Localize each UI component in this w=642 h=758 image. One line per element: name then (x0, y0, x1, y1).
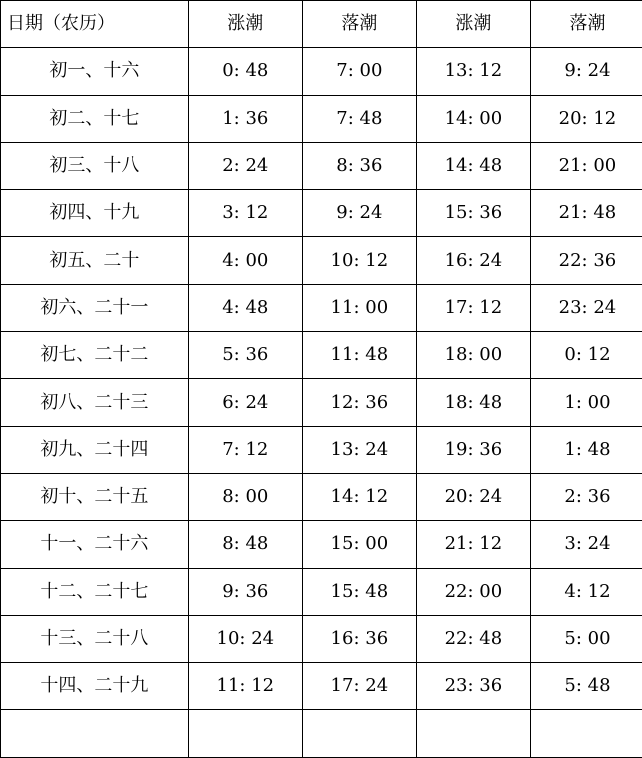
high-tide-2-cell: 18: 48 (416, 379, 530, 426)
date-cell: 初六、二十一 (1, 284, 189, 331)
date-cell: 初五、二十 (1, 237, 189, 284)
high-tide-2-cell: 16: 24 (416, 237, 530, 284)
low-tide-1-cell: 9: 24 (302, 190, 416, 237)
header-high-tide-2: 涨潮 (416, 1, 530, 48)
high-tide-2-cell: 23: 36 (416, 663, 530, 710)
date-cell (1, 710, 189, 757)
high-tide-1-cell: 7: 12 (188, 426, 302, 473)
high-tide-1-cell: 3: 12 (188, 190, 302, 237)
high-tide-2-cell: 18: 00 (416, 332, 530, 379)
table-row (1, 615, 642, 662)
table-row (1, 48, 642, 95)
high-tide-1-cell: 9: 36 (188, 568, 302, 615)
low-tide-1-cell: 13: 24 (302, 426, 416, 473)
high-tide-1-cell: 8: 48 (188, 521, 302, 568)
header-low-tide-1: 落潮 (302, 1, 416, 48)
low-tide-2-cell: 20: 12 (530, 95, 642, 142)
tide-table-body (1, 1, 642, 758)
high-tide-1-cell: 0: 48 (188, 48, 302, 95)
table-row (1, 237, 642, 284)
high-tide-2-cell: 19: 36 (416, 426, 530, 473)
low-tide-1-cell (302, 710, 416, 757)
low-tide-2-cell: 21: 00 (530, 142, 642, 189)
low-tide-2-cell: 0: 12 (530, 332, 642, 379)
high-tide-2-cell: 20: 24 (416, 473, 530, 520)
low-tide-2-cell: 22: 36 (530, 237, 642, 284)
low-tide-2-cell: 2: 36 (530, 473, 642, 520)
date-cell: 十一、二十六 (1, 521, 189, 568)
low-tide-2-cell: 5: 48 (530, 663, 642, 710)
low-tide-2-cell: 4: 12 (530, 568, 642, 615)
high-tide-2-cell: 15: 36 (416, 190, 530, 237)
low-tide-1-cell: 15: 48 (302, 568, 416, 615)
table-row (1, 332, 642, 379)
date-cell: 十三、二十八 (1, 615, 189, 662)
high-tide-2-cell: 17: 12 (416, 284, 530, 331)
high-tide-2-cell: 13: 12 (416, 48, 530, 95)
low-tide-1-cell: 14: 12 (302, 473, 416, 520)
date-cell: 十二、二十七 (1, 568, 189, 615)
low-tide-1-cell: 7: 48 (302, 95, 416, 142)
high-tide-1-cell: 4: 00 (188, 237, 302, 284)
table-row (1, 568, 642, 615)
high-tide-2-cell: 14: 48 (416, 142, 530, 189)
table-row (1, 379, 642, 426)
date-cell: 初二、十七 (1, 95, 189, 142)
low-tide-1-cell: 16: 36 (302, 615, 416, 662)
date-cell: 初十、二十五 (1, 473, 189, 520)
low-tide-2-cell: 5: 00 (530, 615, 642, 662)
date-cell: 初一、十六 (1, 48, 189, 95)
high-tide-2-cell: 22: 48 (416, 615, 530, 662)
table-row (1, 142, 642, 189)
low-tide-2-cell: 3: 24 (530, 521, 642, 568)
low-tide-1-cell: 17: 24 (302, 663, 416, 710)
high-tide-1-cell: 10: 24 (188, 615, 302, 662)
date-cell: 初四、十九 (1, 190, 189, 237)
table-row (1, 663, 642, 710)
high-tide-1-cell: 5: 36 (188, 332, 302, 379)
low-tide-2-cell: 21: 48 (530, 190, 642, 237)
high-tide-1-cell: 1: 36 (188, 95, 302, 142)
date-cell: 初九、二十四 (1, 426, 189, 473)
table-row (1, 521, 642, 568)
date-cell: 初三、十八 (1, 142, 189, 189)
high-tide-2-cell: 21: 12 (416, 521, 530, 568)
low-tide-2-cell: 9: 24 (530, 48, 642, 95)
high-tide-1-cell: 11: 12 (188, 663, 302, 710)
header-high-tide-1: 涨潮 (188, 1, 302, 48)
date-cell: 初八、二十三 (1, 379, 189, 426)
high-tide-2-cell: 14: 00 (416, 95, 530, 142)
high-tide-1-cell: 8: 00 (188, 473, 302, 520)
table-row-partial (1, 710, 642, 757)
table-row (1, 284, 642, 331)
table-row (1, 473, 642, 520)
high-tide-1-cell: 6: 24 (188, 379, 302, 426)
low-tide-2-cell: 1: 00 (530, 379, 642, 426)
date-cell: 十四、二十九 (1, 663, 189, 710)
table-row (1, 95, 642, 142)
low-tide-1-cell: 11: 48 (302, 332, 416, 379)
low-tide-2-cell (530, 710, 642, 757)
high-tide-2-cell: 22: 00 (416, 568, 530, 615)
low-tide-2-cell: 23: 24 (530, 284, 642, 331)
header-date: 日期（农历） (1, 1, 189, 48)
high-tide-1-cell: 4: 48 (188, 284, 302, 331)
low-tide-2-cell: 1: 48 (530, 426, 642, 473)
high-tide-1-cell: 2: 24 (188, 142, 302, 189)
table-row (1, 190, 642, 237)
high-tide-2-cell (416, 710, 530, 757)
table-row (1, 426, 642, 473)
low-tide-1-cell: 12: 36 (302, 379, 416, 426)
high-tide-1-cell (188, 710, 302, 757)
low-tide-1-cell: 8: 36 (302, 142, 416, 189)
low-tide-1-cell: 7: 00 (302, 48, 416, 95)
low-tide-1-cell: 11: 00 (302, 284, 416, 331)
low-tide-1-cell: 15: 00 (302, 521, 416, 568)
low-tide-1-cell: 10: 12 (302, 237, 416, 284)
header-low-tide-2: 落潮 (530, 1, 642, 48)
date-cell: 初七、二十二 (1, 332, 189, 379)
header-row (1, 1, 642, 48)
